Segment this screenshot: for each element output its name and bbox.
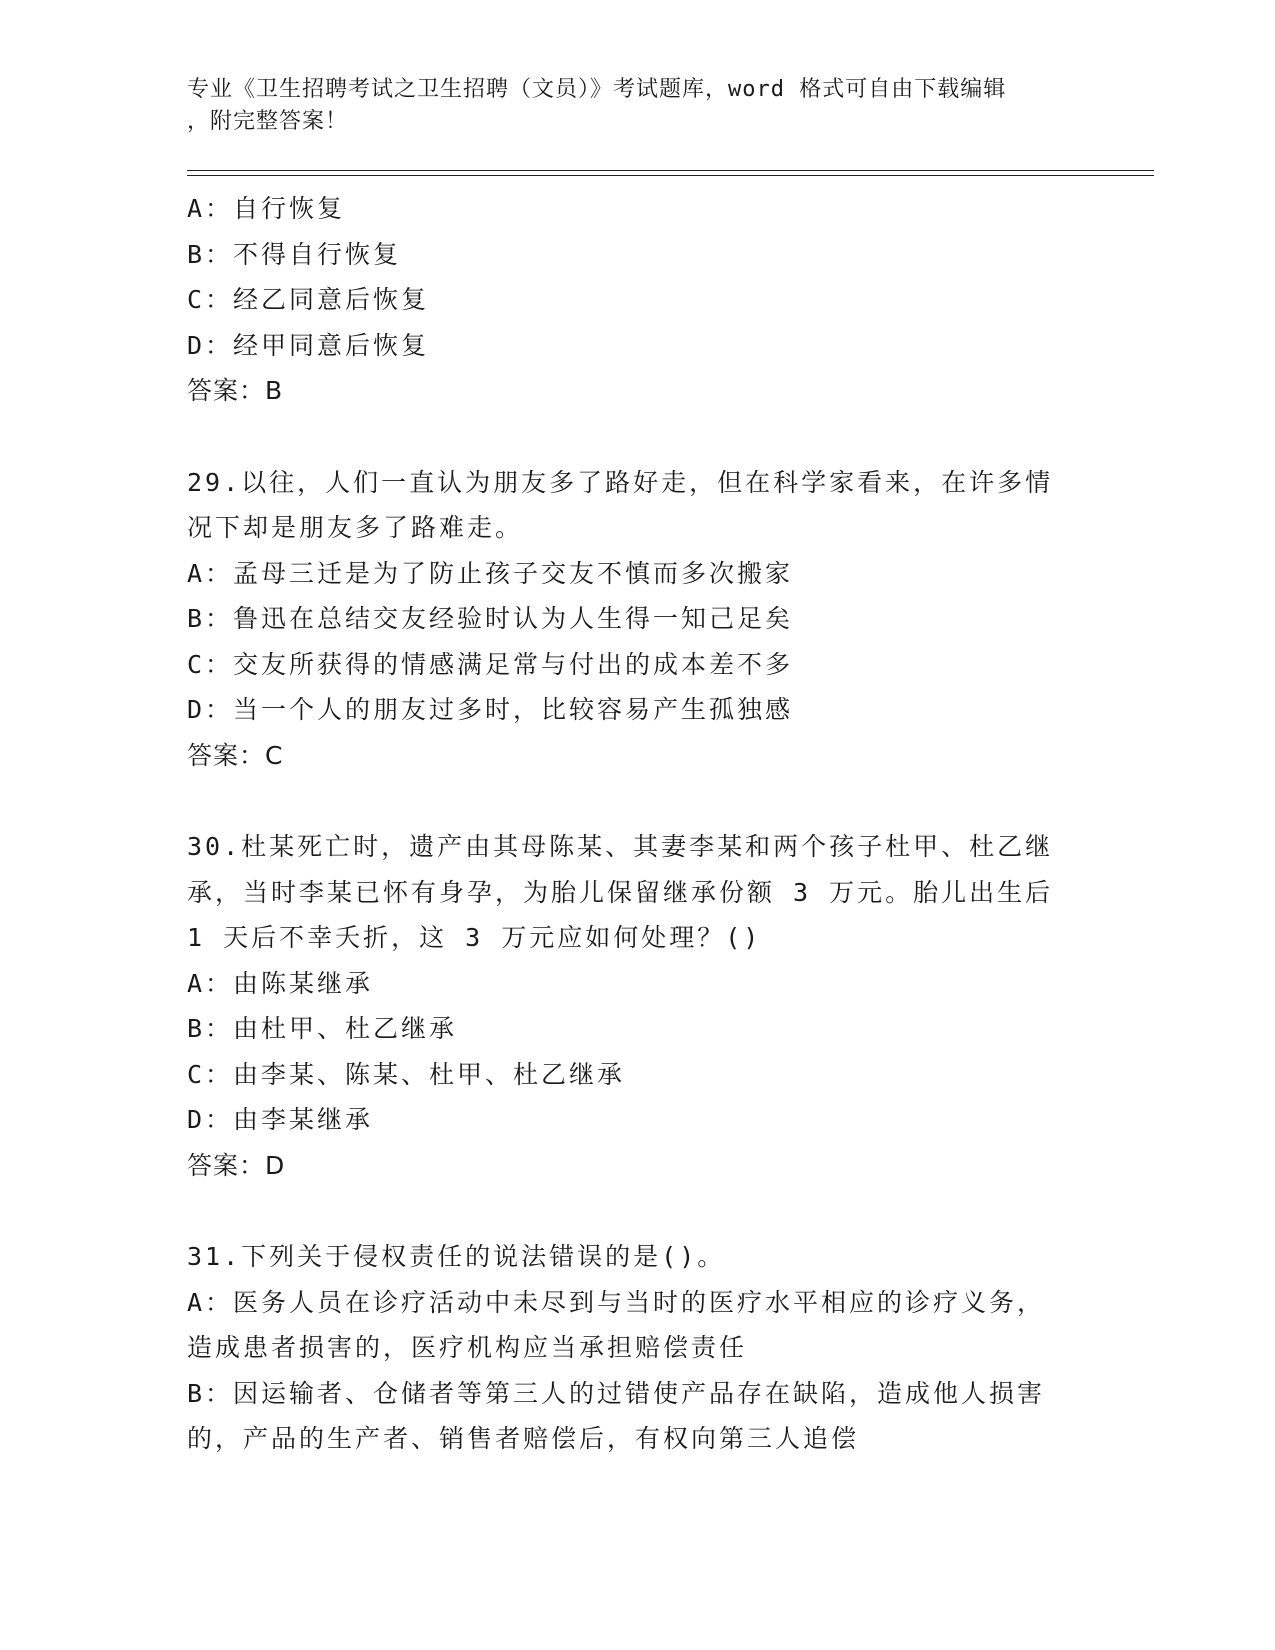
option-d: D：经甲同意后恢复: [187, 330, 430, 360]
question-stem: 1 天后不幸夭折，这 3 万元应如何处理？(): [187, 923, 762, 952]
option-c: C：经乙同意后恢复: [187, 285, 430, 314]
option-d: D：当一个人的朋友过多时，比较容易产生孤独感: [187, 695, 794, 724]
question-30: [187, 824, 1087, 1188]
option-b-cont: 的，产品的生产者、销售者赔偿后，有权向第三人追偿: [187, 1424, 860, 1453]
option-b: B：因运输者、仓储者等第三人的过错使产品存在缺陷，造成他人损害: [187, 1378, 1046, 1408]
question-stem: 承，当时李某已怀有身孕，为胎儿保留继承份额 3 万元。胎儿出生后: [187, 877, 1054, 907]
option-b: B：鲁迅在总结交友经验时认为人生得一知己足矣: [187, 604, 794, 633]
option-d: D：由李某继承: [187, 1105, 374, 1134]
question-stem: 30.杜某死亡时，遗产由其母陈某、其妻李某和两个孩子杜甲、杜乙继: [187, 832, 1054, 861]
question-stem: 31.下列关于侵权责任的说法错误的是()。: [187, 1242, 726, 1271]
question-28-tail: [187, 186, 1087, 414]
header-line-1: 专业《卫生招聘考试之卫生招聘（文员）》考试题库，word 格式可自由下载编辑: [187, 77, 1007, 102]
question-stem: 29.以往，人们一直认为朋友多了路好走，但在科学家看来，在许多情: [187, 467, 1054, 497]
option-b: B：由杜甲、杜乙继承: [187, 1014, 458, 1043]
answer: 答案：D: [187, 1150, 286, 1180]
option-a-cont: 造成患者损害的，医疗机构应当承担赔偿责任: [187, 1333, 748, 1362]
option-a: A：医务人员在诊疗活动中未尽到与当时的医疗水平相应的诊疗义务，: [187, 1287, 1046, 1317]
answer: 答案：B: [187, 376, 284, 405]
option-a: A：孟母三迁是为了防止孩子交友不慎而多次搬家: [187, 558, 794, 588]
answer: 答案：C: [187, 740, 284, 770]
question-list: [187, 186, 1087, 1462]
option-b: B：不得自行恢复: [187, 239, 402, 269]
header-line-2: ，附完整答案！: [187, 109, 349, 134]
question-29: [187, 460, 1087, 779]
document-header: [187, 74, 1087, 138]
option-a: A：自行恢复: [187, 194, 346, 223]
header-divider-2: [187, 175, 1154, 176]
question-31: [187, 1234, 1087, 1462]
option-c: C：交友所获得的情感满足常与付出的成本差不多: [187, 649, 794, 679]
option-a: A：由陈某继承: [187, 968, 374, 998]
question-stem: 况下却是朋友多了路难走。: [187, 513, 524, 542]
option-c: C：由李某、陈某、杜甲、杜乙继承: [187, 1059, 626, 1089]
header-divider: [187, 170, 1154, 171]
